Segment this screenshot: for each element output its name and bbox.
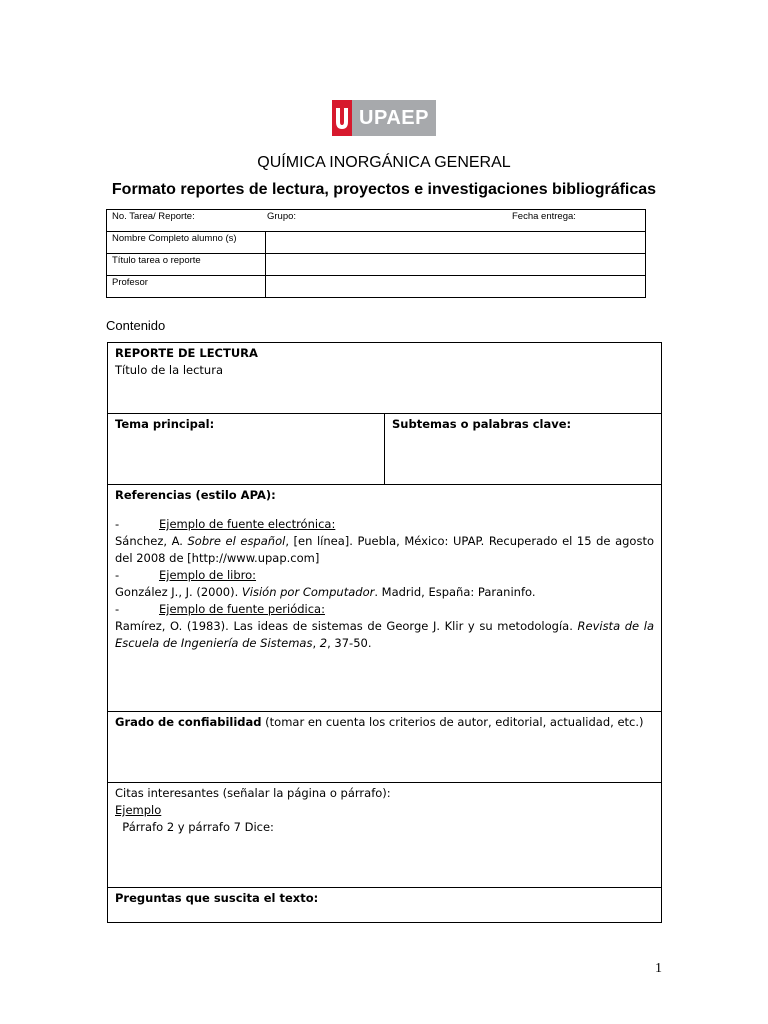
document-title: QUÍMICA INORGÁNICA GENERAL	[257, 154, 511, 171]
table-row	[108, 783, 662, 888]
content-label: Contenido	[106, 318, 166, 333]
quotes-cell[interactable]	[108, 783, 662, 888]
reliability-cell[interactable]	[108, 712, 662, 783]
book-source-label: Ejemplo de libro:	[159, 568, 257, 582]
student-info-table	[106, 209, 646, 298]
logo-mark	[332, 100, 352, 136]
questions-cell[interactable]	[108, 888, 662, 923]
table-row	[108, 712, 662, 783]
questions-label: Preguntas que suscita el texto:	[115, 891, 319, 905]
list-dash: -	[115, 568, 120, 582]
references-cell[interactable]	[108, 485, 662, 712]
quotes-example-text: Párrafo 2 y párrafo 7 Dice:	[115, 820, 274, 834]
reading-report-table	[107, 342, 662, 923]
ref-volume: 2	[319, 636, 328, 650]
book-reference	[115, 584, 654, 601]
reading-title: Título de la lectura	[115, 363, 223, 377]
ref-author: Sánchez, A.	[115, 534, 188, 548]
date-label: Fecha entrega:	[512, 211, 576, 222]
electronic-source-label: Ejemplo de fuente electrónica:	[159, 517, 336, 531]
table-row	[107, 210, 646, 232]
journal-reference	[115, 618, 654, 652]
list-dash: -	[115, 517, 120, 531]
u-logo-icon	[334, 106, 350, 130]
reading-header-cell[interactable]	[108, 343, 662, 414]
student-name-field[interactable]	[266, 232, 646, 254]
group-label: Grupo:	[267, 211, 297, 222]
report-title-label: Título tarea o reporte	[107, 254, 266, 276]
ref-title: Sobre el español	[187, 534, 286, 548]
list-item	[115, 567, 654, 584]
professor-label: Profesor	[107, 276, 266, 298]
ref-title: Visión por Computador	[241, 585, 375, 599]
ref-separator: ,	[312, 636, 320, 650]
page-number: 1	[655, 961, 662, 976]
student-name-label: Nombre Completo alumno (s)	[107, 232, 266, 254]
upaep-logo	[332, 100, 436, 136]
table-row	[108, 485, 662, 712]
table-row	[108, 888, 662, 923]
table-row	[107, 276, 646, 298]
list-item	[115, 516, 654, 533]
ref-title: Revista de la Escuela de Ingeniería de Sistemas	[115, 619, 654, 650]
ref-author: González J., J. (2000).	[115, 585, 242, 599]
task-number-label: No. Tarea/ Reporte:	[112, 211, 195, 222]
list-dash: -	[115, 602, 120, 616]
table-row	[107, 232, 646, 254]
table-row	[108, 414, 662, 485]
document-subtitle: Formato reportes de lectura, proyectos e investigaciones bibliográficas	[111, 181, 657, 198]
main-topic-label: Tema principal:	[115, 417, 215, 431]
quotes-example-label: Ejemplo	[115, 803, 162, 817]
logo-text: UPAEP	[352, 100, 436, 136]
report-title-field[interactable]	[266, 254, 646, 276]
ref-details: . Madrid, España: Paraninfo.	[374, 585, 536, 599]
report-heading: REPORTE DE LECTURA	[115, 346, 258, 360]
main-topic-cell[interactable]	[108, 414, 385, 485]
table-row	[108, 343, 662, 414]
ref-pages: , 37-50.	[327, 636, 372, 650]
professor-field[interactable]	[266, 276, 646, 298]
reliability-note: (tomar en cuenta los criterios de autor, editorial, actualidad, etc.)	[261, 715, 644, 729]
task-group-date-cell[interactable]	[107, 210, 646, 232]
ref-details: , [en línea]. Puebla, México: UPAP. Recuperado el 15 de agosto del 2008 de [http://www.upap.com]	[115, 534, 654, 565]
table-row	[107, 254, 646, 276]
subtopics-cell[interactable]	[385, 414, 662, 485]
subtopics-label: Subtemas o palabras clave:	[392, 417, 572, 431]
reliability-label: Grado de confiabilidad	[115, 715, 262, 729]
journal-source-label: Ejemplo de fuente periódica:	[159, 602, 325, 616]
ref-author: Ramírez, O. (1983). Las ideas de sistemas de George J. Klir y su metodología.	[115, 619, 578, 633]
electronic-reference	[115, 533, 654, 567]
list-item	[115, 601, 654, 618]
quotes-label: Citas interesantes (señalar la página o párrafo):	[115, 786, 391, 800]
references-heading: Referencias (estilo APA):	[115, 488, 276, 502]
